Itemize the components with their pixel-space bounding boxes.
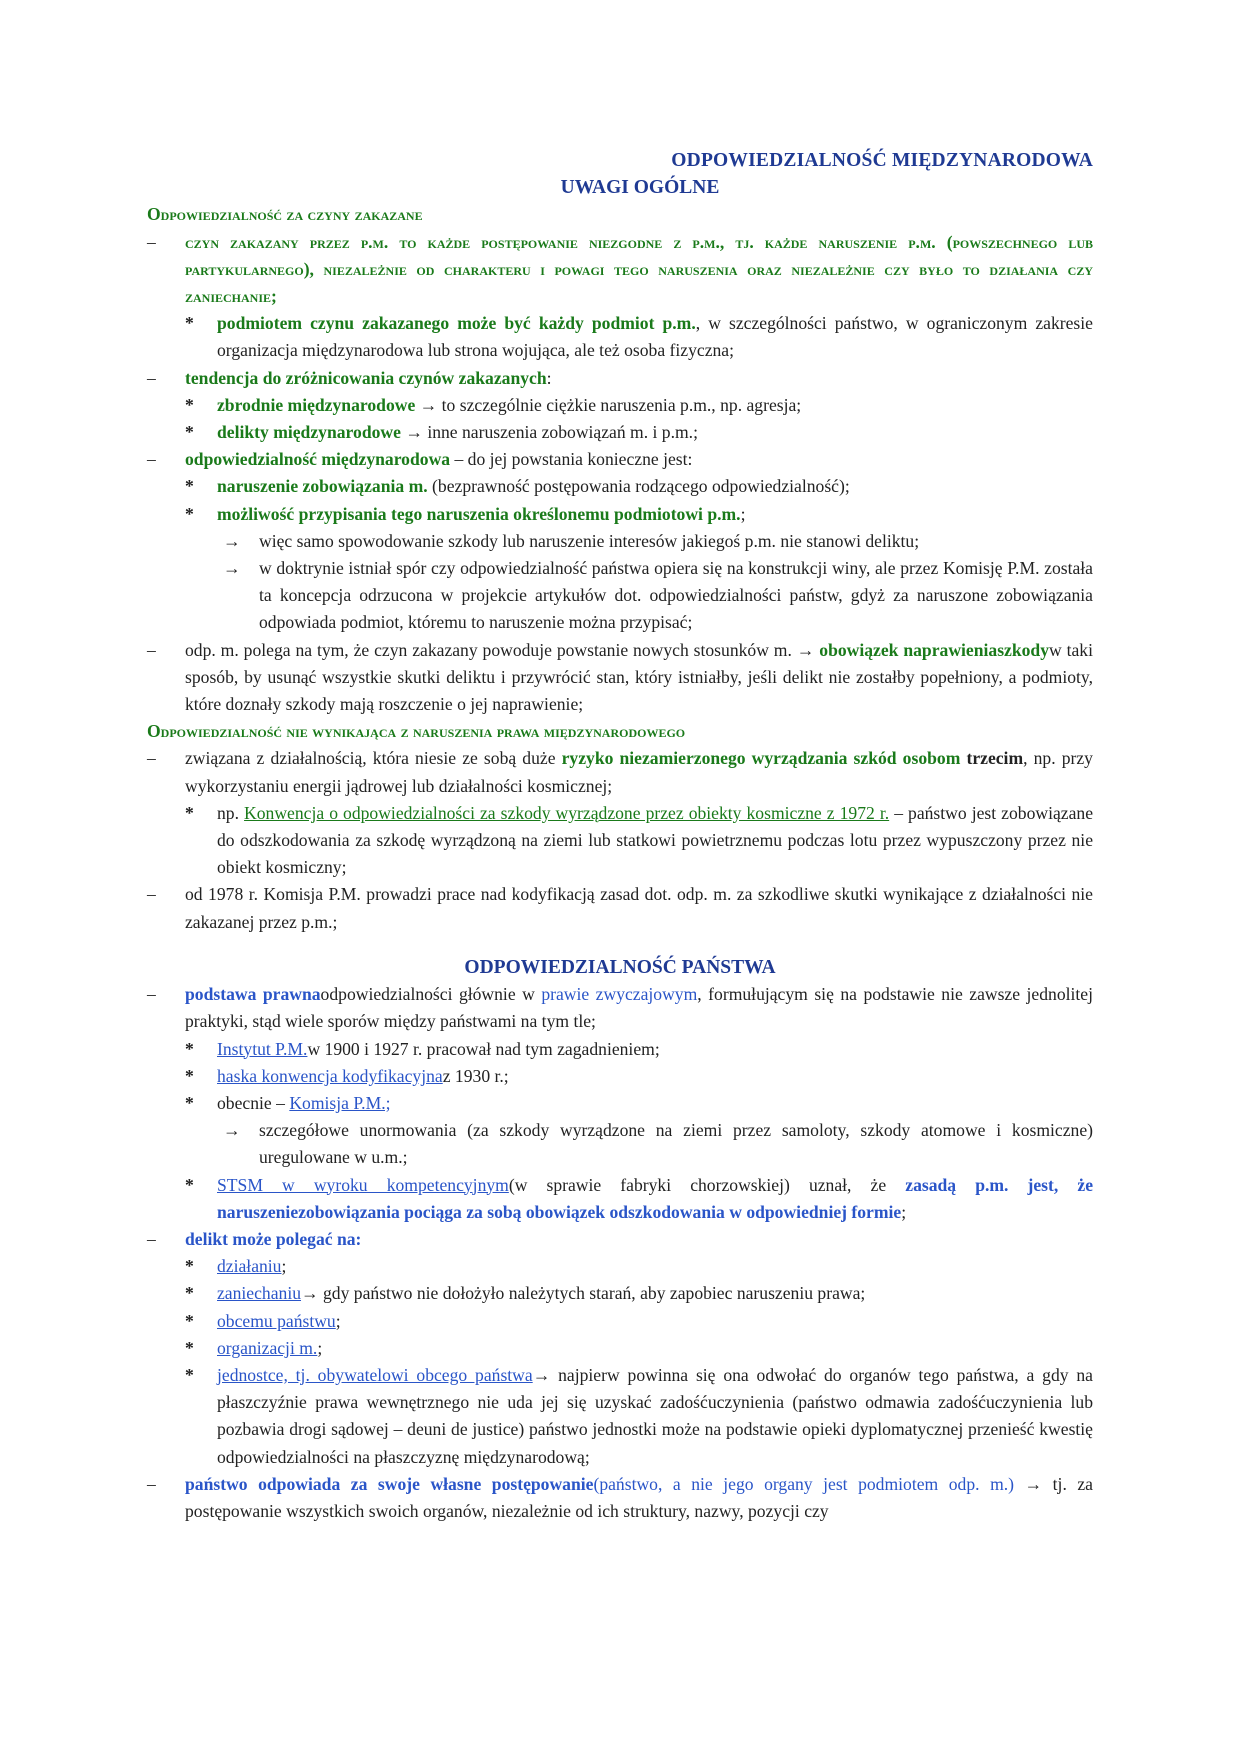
item-text: w taki sposób, by usunąć wszystkie skutki deliktu i przywrócić stan, który istniałby, jeśli delikt nie zostałby popełniony, a podmioty, które doznały szkody mają roszczenie o jej naprawienie; [185, 639, 1093, 715]
instytut-link[interactable]: Instytut P.M. [217, 1038, 308, 1059]
arrow-right-icon: → [223, 1120, 241, 1141]
list-item [147, 501, 1093, 528]
item-text: więc samo spowodowanie szkody lub naruszenie interesów jakiegoś p.m. nie stanowi deliktu; [259, 530, 920, 551]
list-item [147, 419, 1093, 446]
item-text: (w sprawie fabryki chorzowskiej) uznał, że [508, 1174, 906, 1195]
item-text: obecnie – [217, 1092, 290, 1113]
item-bold: naruszenie zobowiązania m. [217, 476, 428, 497]
jednostce-link[interactable]: jednostce, tj. obywatelowi obcego państwa [217, 1364, 533, 1385]
item-text: , np. przy wykorzystaniu energii jądrowej lub działalności kosmicznej; [185, 748, 1093, 796]
item-text: ; [335, 1310, 341, 1331]
dash-bullet-icon: – [147, 367, 156, 388]
star-bullet-icon: * [185, 1038, 194, 1059]
star-bullet-icon: * [185, 1337, 194, 1358]
item-bold: odpowiedzialność międzynarodowa [185, 449, 451, 470]
star-bullet-icon: * [185, 1065, 194, 1086]
star-bullet-icon: * [185, 802, 194, 823]
item-text: szczegółowe unormowania (za szkody wyrządzone na ziemi przez samoloty, szkody atomowe i kosmiczne) uregulowane w u.m.; [259, 1120, 1093, 1168]
list-item [147, 1063, 1093, 1090]
star-bullet-icon: * [185, 394, 194, 415]
item-text: → to szczególnie ciężkie naruszenia p.m., np. agresja; [415, 394, 802, 415]
item-text: ; [901, 1201, 907, 1222]
komisja-link[interactable]: Komisja P.M.; [289, 1092, 391, 1113]
item-bold: tendencja do zróżnicowania czynów zakazanych [185, 367, 547, 388]
list-item [147, 637, 1093, 719]
star-bullet-icon: * [185, 1092, 194, 1113]
item-bold: zbrodnie międzynarodowe [217, 394, 416, 415]
item-text: odp. m. polega na tym, że czyn zakazany powoduje powstanie nowych stosunków m. → [185, 639, 820, 660]
star-bullet-icon: * [185, 1364, 194, 1385]
item-bold: państwo odpowiada za swoje własne postępowanie [185, 1473, 594, 1494]
item-text: → gdy państwo nie dołożyło należytych starań, aby zapobiec naruszeniu prawa; [301, 1283, 866, 1304]
dash-bullet-icon: – [147, 984, 156, 1005]
list-item [147, 229, 1093, 311]
arrow-right-icon: → [223, 530, 241, 551]
section-heading-nie-wynikajaca: Odpowiedzialność nie wynikająca z naruszenia prawa międzynarodowego [147, 721, 686, 742]
item-text: od 1978 r. Komisja P.M. prowadzi prace nad kodyfikacją zasad dot. odp. m. za szkodliwe skutki wynikające z działalności nie zakazanej przez p.m.; [185, 884, 1093, 932]
dash-bullet-icon: – [147, 884, 156, 905]
item-text: → najpierw powinna się ona odwołać do organów tego państwa, a gdy na płaszczyźnie prawa wewnętrznego nie uda jej się uzyskać zadośćuczynienia (państwo odmawia zadośćuczynienia lub pozbawia drogi sądowej – deuni de justice) państwo jednostki może na podstawie opieki dyplomatycznej przenieść kwestię odpowiedzialności na płaszczyznę międzynarodową; [217, 1364, 1093, 1467]
list-item [147, 446, 1093, 473]
star-bullet-icon: * [185, 1310, 194, 1331]
dash-bullet-icon: – [147, 449, 156, 470]
item-text: , formułującym się na podstawie nie zawsze jednolitej praktyki, stąd wiele sporów między państwami na tym tle; [185, 984, 1093, 1032]
item-text: z 1930 r.; [442, 1065, 509, 1086]
list-item [147, 1226, 1093, 1253]
list-item [147, 528, 1093, 555]
item-blue: (państwo, a nie jego organy jest podmiotem odp. m.) [593, 1473, 1015, 1494]
dzialaniu-link[interactable]: działaniu [217, 1256, 282, 1277]
list-item [147, 365, 1093, 392]
stsm-link[interactable]: STSM w wyroku kompetencyjnym [217, 1174, 509, 1195]
item-text: – państwo jest zobowiązane do odszkodowania za szkodę wyrządzoną na ziemi lub statkowi powietrznemu podczas lotu przez wypuszczony przez nie obiekt kosmiczny; [217, 802, 1094, 878]
haska-konwencja-link[interactable]: haska konwencja kodyfikacyjna [217, 1065, 443, 1086]
list-item [147, 310, 1093, 364]
item-text: – do jej powstania konieczne jest: [450, 449, 693, 470]
star-bullet-icon: * [185, 1256, 194, 1277]
list-item [147, 555, 1093, 637]
star-bullet-icon: * [185, 476, 194, 497]
list-item [147, 981, 1093, 1035]
list-item [147, 1362, 1093, 1471]
list-item [147, 1471, 1093, 1525]
dash-bullet-icon: – [147, 639, 156, 660]
dash-bullet-icon: – [147, 231, 156, 252]
list-item [147, 1335, 1093, 1362]
arrow-right-icon: → [223, 558, 241, 579]
star-bullet-icon: * [185, 422, 194, 443]
obcemu-panstwu-link[interactable]: obcemu państwu [217, 1310, 336, 1331]
item-text: : [546, 367, 552, 388]
item-text: → inne naruszenia zobowiązań m. i p.m.; [400, 422, 698, 443]
item-bold-black: trzecim [960, 748, 1024, 769]
list-item [147, 745, 1093, 799]
item-text: ; [740, 503, 746, 524]
list-item [147, 473, 1093, 500]
item-text: ; [281, 1256, 287, 1277]
zaniechaniu-link[interactable]: zaniechaniu [217, 1283, 302, 1304]
list-item [147, 1253, 1093, 1280]
star-bullet-icon: * [185, 1283, 194, 1304]
list-item [147, 1090, 1093, 1117]
item-bold: delikt może polegać na: [185, 1228, 362, 1249]
star-bullet-icon: * [185, 1174, 194, 1195]
item-text: (bezprawność postępowania rodzącego odpowiedzialność); [427, 476, 850, 497]
list-item [147, 1036, 1093, 1063]
item-text: w doktrynie istniał spór czy odpowiedzialność państwa opiera się na konstrukcji winy, ale przez Komisję P.M. została ta koncepcja odrzucona w projekcie artykułów dot. odpowiedzialności państw, gdyż za naruszone zobowiązania odpowiada podmiot, któremu to naruszenie można przypisać; [259, 558, 1093, 633]
item-text: ; [317, 1337, 323, 1358]
star-bullet-icon: * [185, 503, 194, 524]
item-bold: podmiotem czynu zakazanego może być każdy podmiot p.m. [217, 313, 696, 334]
list-item [147, 392, 1093, 419]
item-text: odpowiedzialności głównie w [320, 984, 542, 1005]
item-blue: prawie zwyczajowym [541, 984, 698, 1005]
item-bold: podstawa prawna [185, 984, 321, 1005]
item-text: w 1900 i 1927 r. pracował nad tym zagadnieniem; [307, 1038, 660, 1059]
list-item [147, 800, 1093, 882]
item-bold: delikty międzynarodowe [217, 422, 401, 443]
item-text: → tj. za postępowanie wszystkich swoich organów, niezależnie od ich struktury, nazwy, pozycji czy [185, 1473, 1093, 1521]
item-bold: ryzyko niezamierzonego wyrządzania szkód osobom [561, 748, 961, 769]
list-item [147, 1172, 1093, 1226]
dash-bullet-icon: – [147, 1473, 156, 1494]
document-title: ODPOWIEDZIALNOŚĆ MIĘDZYNARODOWA [671, 150, 1093, 171]
list-item [147, 881, 1093, 935]
item-text: np. [217, 802, 245, 823]
list-item [147, 1280, 1093, 1307]
document-subtitle: UWAGI OGÓLNE [560, 177, 720, 199]
convention-link[interactable]: Konwencja o odpowiedzialności za szkody wyrządzone przez obiekty kosmiczne z 1972 r. [244, 802, 890, 823]
item-bold: obowiązek naprawieniaszkody [819, 639, 1050, 660]
list-item [147, 1308, 1093, 1335]
item-text: związana z działalnością, która niesie ze sobą duże [185, 748, 562, 769]
item-bold: możliwość przypisania tego naruszenia określonemu podmiotowi p.m. [217, 503, 741, 524]
dash-bullet-icon: – [147, 748, 156, 769]
item-bold: zasadą p.m. jest, że naruszeniezobowiązania pociąga za sobą obowiązek odszkodowania w odpowiedniej formie [217, 1174, 1093, 1222]
list-item [147, 1117, 1093, 1171]
star-bullet-icon: * [185, 313, 194, 334]
dash-bullet-icon: – [147, 1228, 156, 1249]
item-text: czyn zakazany przez p.m. to każde postępowanie niezgodne z p.m., tj. każde naruszenie p.m. (powszechnego lub partykularnego), niezależnie od charakteru i powagi tego naruszenia oraz niezależnie czy było to działania czy zaniechanie; [185, 231, 1093, 307]
section-heading-czyny-zakazane: Odpowiedzialność za czyny zakazane [147, 204, 423, 225]
organizacji-link[interactable]: organizacji m. [217, 1337, 318, 1358]
item-text: , w szczególności państwo, w ograniczonym zakresie organizacja międzynarodowa lub strona wojująca, ale też osoba fizyczna; [217, 313, 1093, 361]
section-heading-panstwa: ODPOWIEDZIALNOŚĆ PAŃSTWA [464, 956, 776, 978]
